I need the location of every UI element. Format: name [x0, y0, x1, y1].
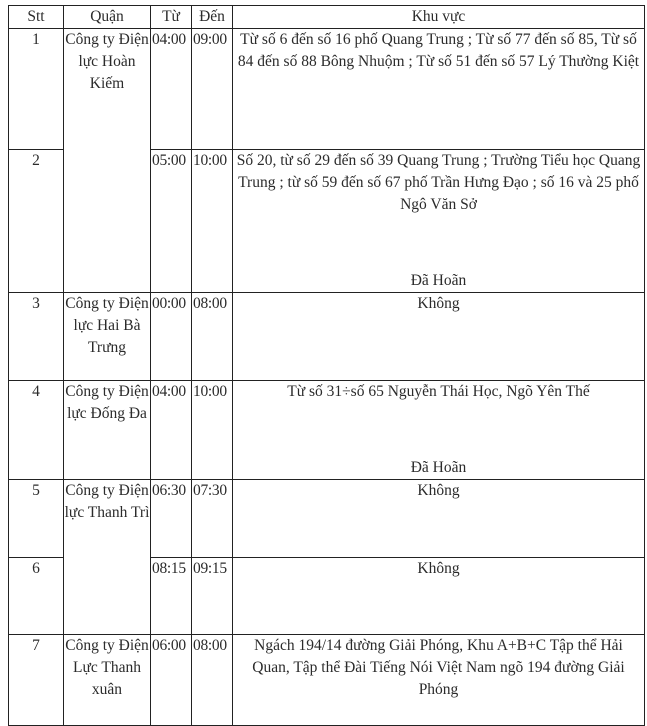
cell-quan: Công ty Điện lực Hai Bà Trưng [64, 293, 151, 381]
cell-den: 08:00 [192, 635, 233, 726]
cell-khu-vuc [233, 635, 645, 726]
header-quan: Quận [64, 6, 151, 29]
table-row [9, 480, 645, 558]
cell-den: 08:00 [192, 293, 233, 381]
cell-den: 10:00 [192, 150, 233, 293]
area-text: Không [417, 482, 460, 499]
area-text: Số 20, từ số 29 đến số 39 Quang Trung ; Trường Tiểu học Quang Trung ; từ số 59 đến số 67 phố Trần Hưng Đạo ; số 16 và 25 phố Ngô Văn Sở [236, 152, 641, 213]
header-tu: Từ [151, 6, 192, 29]
area-text: Không [417, 560, 460, 577]
cell-quan: Công ty Điện lực Thanh Trì [64, 480, 151, 635]
cell-khu-vuc [233, 480, 645, 558]
table-header-row [9, 6, 645, 29]
cell-den: 07:30 [192, 480, 233, 558]
cell-khu-vuc [233, 558, 645, 635]
cell-tu: 08:15 [151, 558, 192, 635]
cell-quan: Công ty Điện lực Hoàn Kiếm [64, 29, 151, 293]
status-note: Đã Hoãn [410, 459, 467, 476]
cell-stt: 1 [9, 29, 64, 150]
status-note: Đã Hoãn [410, 272, 467, 289]
header-khu-vuc: Khu vực [233, 6, 645, 29]
cell-tu: 05:00 [151, 150, 192, 293]
header-den: Đến [192, 6, 233, 29]
header-stt: Stt [9, 6, 64, 29]
cell-stt: 6 [9, 558, 64, 635]
cell-stt: 4 [9, 381, 64, 480]
area-text: Ngách 194/14 đường Giải Phóng, Khu A+B+C Tập thể Hải Quan, Tập thể Đài Tiếng Nói Việt Nam ngõ 194 đường Giải Phóng [252, 637, 625, 698]
table-row [9, 29, 645, 150]
cell-den: 09:00 [192, 29, 233, 150]
cell-khu-vuc [233, 150, 645, 293]
area-text: Từ số 6 đến số 16 phố Quang Trung ; Từ số 77 đến số 85, Từ số 84 đến số 88 Bông Nhuộm ; Từ số 51 đến số 57 Lý Thường Kiệt [237, 31, 640, 70]
cell-tu: 06:30 [151, 480, 192, 558]
table-row [9, 293, 645, 381]
cell-quan: Công ty Điện lực Đống Đa [64, 381, 151, 480]
cell-tu: 06:00 [151, 635, 192, 726]
cell-den: 09:15 [192, 558, 233, 635]
cell-stt: 5 [9, 480, 64, 558]
cell-quan: Công ty Điện Lực Thanh xuân [64, 635, 151, 726]
area-text: Không [417, 295, 460, 312]
table-row [9, 635, 645, 726]
cell-den: 10:00 [192, 381, 233, 480]
area-text: Từ số 31÷số 65 Nguyễn Thái Học, Ngõ Yên Thế [287, 383, 590, 400]
cell-tu: 00:00 [151, 293, 192, 381]
cell-tu: 04:00 [151, 381, 192, 480]
outage-schedule [8, 5, 645, 726]
cell-stt: 3 [9, 293, 64, 381]
cell-khu-vuc [233, 293, 645, 381]
cell-stt: 7 [9, 635, 64, 726]
cell-stt: 2 [9, 150, 64, 293]
cell-khu-vuc [233, 381, 645, 480]
outage-schedule-table [8, 5, 645, 726]
cell-khu-vuc [233, 29, 645, 150]
cell-tu: 04:00 [151, 29, 192, 150]
table-row [9, 381, 645, 480]
